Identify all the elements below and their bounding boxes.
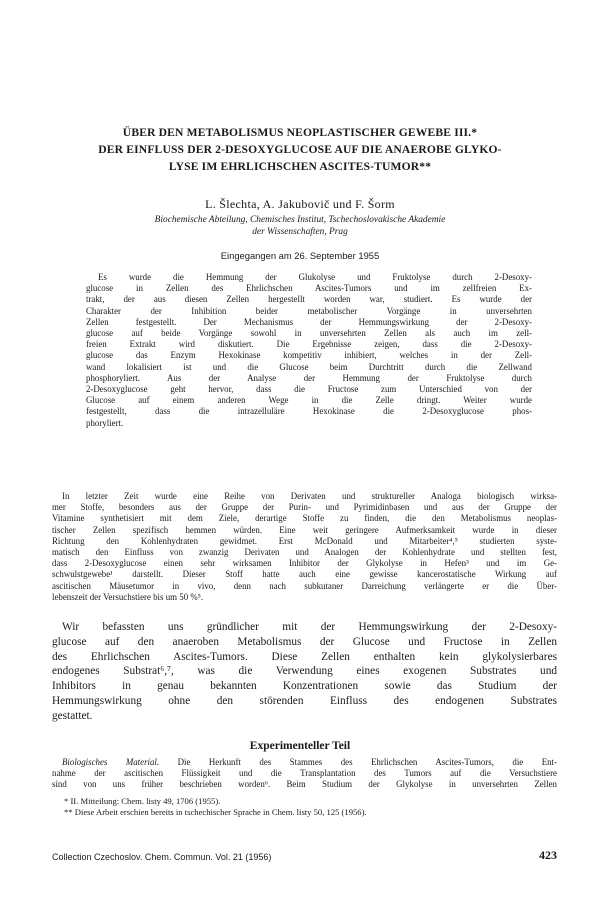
footnote: * II. Mitteilung: Chem. listy 49, 1706 (1955). [64,796,221,806]
main-paragraph [52,620,557,724]
abstract [86,272,532,429]
journal-citation: Collection Czechoslov. Chem. Commun. Vol. 21 (1956) [52,852,272,862]
page-footer [52,850,557,864]
abstract-line: freien Extrakt wird diskutiert. Die Ergebnisse zeigen, dass die 2-Desoxy- [86,339,532,350]
title-line: DER EINFLUSS DER 2-DESOXYGLUCOSE AUF DIE ANAEROBE GLYKO- [98,143,502,156]
method-paragraph [52,757,557,791]
main-line: glucose auf den anaeroben Metabolismus der Glucose und Fructose in Zellen [52,635,557,648]
title-line: LYSE IM EHRLICHSCHEN ASCITES-TUMOR** [168,160,432,173]
intro-line: ascitischen Mäusetumor in vivo, denn nach subkutaner Darreichung verlängerte er die Über- [52,580,557,591]
abstract-line: glucose in Zellen des Ehrlichschen Ascites-Tumors und im zellfreien Ex- [86,283,532,294]
affiliation-line: Biochemische Abteilung, Chemisches Institut, Tschechoslovakische Akademie [154,215,446,225]
method-line: nahme der ascitischen Flüssigkeit und die Transplantation des Tumors auf die Versuchstiere [52,768,557,779]
intro-paragraph [52,491,557,603]
main-line: gestattet. [52,709,93,722]
page-number: 423 [539,848,557,862]
main-line: Wir befassten uns gründlicher mit der Hemmungswirkung der 2-Desoxy- [62,621,557,633]
intro-line: schwulstgewebe¹ darstellt. Dieser Stoff hatte auch eine gewisse kancerostatische Wirkung auf [52,569,557,580]
received-date: Eingegangen am 26. September 1955 [220,250,380,261]
intro-line: matisch den Einfluss von zwanzig Derivaten und Analogen der Kohlenhydrate und stellten fest, [52,547,557,558]
footnote: ** Diese Arbeit erschien bereits in tschechischer Sprache in Chem. listy 50, 125 (1956). [64,807,367,817]
abstract-line: festgestellt, dass die intrazelluläre Hexokinase die 2-Desoxyglucose phos- [86,406,532,417]
footnotes [52,796,557,818]
main-line: Inhibitors in genau bekannten Konzentrationen sowie das Studium der [52,680,557,693]
abstract-line: Es wurde die Hemmung der Glukolyse und Fruktolyse durch 2-Desoxy- [98,272,532,282]
abstract-line: phoryliert. [86,417,124,428]
title-line: ÜBER DEN METABOLISMUS NEOPLASTISCHER GEWEBE III.* [122,126,478,139]
method-line: Biologisches Material. Die Herkunft des Stammes des Ehrlichschen Ascites-Tumors, die Ent- [62,757,557,767]
authors: L. Šlechta, A. Jakubovič und F. Šorm [205,197,395,211]
intro-line: lebenszeit der Versuchstiere bis um 50 %⁵. [52,591,204,602]
abstract-line: glucose auf beide Vorgänge sowohl in unversehrten Zellen als auch im zell- [86,328,532,339]
article-title [30,124,570,175]
abstract-line: trakt, der aus diesen Zellen hergestellt worden war, studiert. Es wurde der [86,294,532,305]
abstract-line: wand lokalisiert ist und die Glucose beim Durchtritt durch die Zellwand [86,361,532,372]
intro-line: tischer Zellen spezifisch hemmen würden. Eine weit geringere Aufmerksamkeit wurde in dieser [52,524,557,535]
main-line: des Ehrlichschen Ascites-Tumors. Diese Zellen enthalten kein glykolysierbares [52,650,557,663]
main-line: Hemmungswirkung ohne den störenden Einfluss des endogenen Substrates [52,694,557,707]
section-heading: Experimenteller Teil [249,740,351,752]
intro-line: Richtung den Kohlenhydraten gewidmet. Erst McDonald und Mitarbeiter⁴,⁵ studierten syste- [52,535,557,546]
abstract-line: Zellen festgestellt. Der Mechanismus der Hemmungswirkung der 2-Desoxy- [86,316,532,327]
abstract-line: glucose das Enzym Hexokinase kompetitiv inhibiert, welches in der Zell- [86,350,532,361]
abstract-line: 2-Desoxyglucose geht hervor, dass die Fructose zum Unterschied von der [86,384,532,395]
abstract-line: Charakter der Inhibition beider metabolischer Vorgänge in unversehrten [86,305,532,316]
intro-line: dass 2-Desoxyglucose einen sehr wirksamen Inhibitor der Glykolyse in Hefen³ und im Ge- [52,558,557,569]
affiliation-line: der Wissenschaften, Prag [252,227,348,237]
intro-line: In letzter Zeit wurde eine Reihe von Derivaten und struktureller Analoga biologisch wirksa- [62,491,557,501]
affiliation [60,214,540,238]
method-line: sind von uns früher beschrieben worden⁶. Beim Studium der Glykolyse in unversehrten Zellen [52,779,557,790]
intro-line: Vitamine synthetisiert mit dem Ziele, derartige Stoffe zu finden, die den Metabolismus neoplas- [52,513,557,524]
abstract-line: Glucose auf einem anderen Wege in die Zelle dringt. Weiter wurde [86,395,532,406]
main-line: endogenes Substrat⁶,⁷, was die Verwendung eines exogenen Substrates und [52,665,557,678]
intro-line: mer Stoffe, besonders aus der Gruppe der Purin- und Pyrimidinbasen und aus der Gruppe der [52,502,557,513]
abstract-line: phosphoryliert. Aus der Analyse der Hemmung der Fruktolyse durch [86,372,532,383]
